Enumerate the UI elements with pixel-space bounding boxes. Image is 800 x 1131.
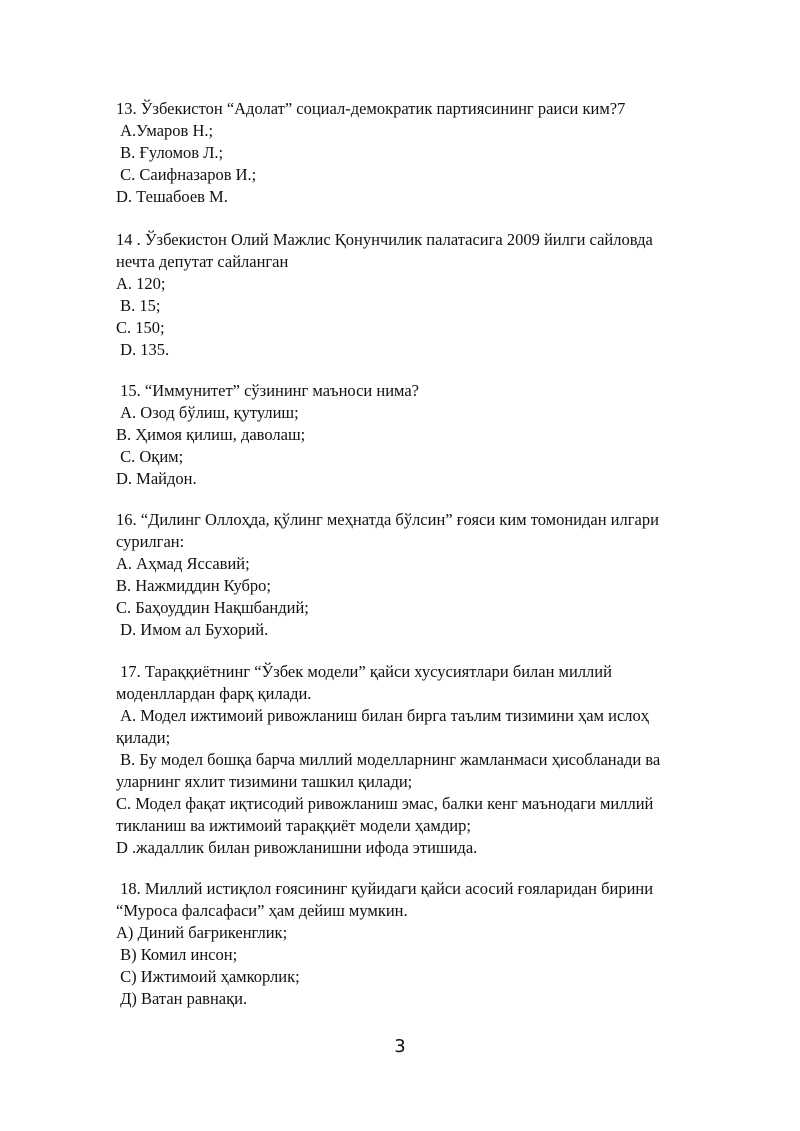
page-number: 3 [394,1036,406,1057]
question-line: “Муроса фалсафаси” ҳам дейиш мумкин. [116,901,408,920]
answer-option: D .жадаллик билан ривожланишни ифода этишида. [116,838,478,857]
answer-option: Д) Ватан равнақи. [116,989,248,1008]
question-18 [116,878,746,1010]
answer-option: C. Баҳоуддин Нақшбандий; [116,598,309,617]
question-14 [116,229,746,361]
answer-option: A. Озод бўлиш, қутулиш; [116,403,299,422]
answer-option: D. Имом ал Бухорий. [116,620,269,639]
answer-option: B. Ғуломов Л.; [116,143,224,162]
answer-option: D. Майдон. [116,469,197,488]
answer-option: тикланиш ва ижтимоий тараққиёт модели ҳамдир; [116,816,471,835]
question-17 [116,661,746,859]
answer-option: B) Комил инсон; [116,945,238,964]
answer-option: B. 15; [116,296,161,315]
answer-option: A) Диний бағрикенглик; [116,923,288,942]
question-line: 17. Тараққиётнинг “Ўзбек модели” қайси хусусиятлари билан миллий [116,662,612,681]
answer-option: D. 135. [116,340,170,359]
answer-option: C. Саифназаров И.; [116,165,257,184]
answer-option: A. Аҳмад Яссавий; [116,554,250,573]
answer-option: B. Бу модел бошқа барча миллий моделларнинг жамланмаси ҳисобланади ва [116,750,661,769]
answer-option: C) Ижтимоий ҳамкорлик; [116,967,300,986]
answer-option: C. Модел фақат иқтисодий ривожланиш эмас, балки кенг маънодаги миллий [116,794,654,813]
question-line: 15. “Иммунитет” сўзининг маъноси нима? [116,381,419,400]
question-line: сурилган: [116,532,185,551]
answer-option: уларнинг яхлит тизимини ташкил қилади; [116,772,413,791]
answer-option: қилади; [116,728,171,747]
question-13 [116,98,746,208]
question-line: 14 . Ўзбекистон Олий Мажлис Қонунчилик палатасига 2009 йилги сайловда [116,230,653,249]
answer-option: A.Умаров Н.; [116,121,214,140]
question-line: 18. Миллий истиқлол ғоясининг қуйидаги қайси асосий ғояларидан бирини [116,879,654,898]
question-line: 16. “Дилинг Оллоҳда, қўлинг меҳнатда бўлсин” ғояси ким томонидан илгари [116,510,659,529]
question-line: 13. Ўзбекистон “Адолат” социал-демократик партиясининг раиси ким?7 [116,99,626,118]
answer-option: C. 150; [116,318,165,337]
answer-option: B. Ҳимоя қилиш, даволаш; [116,425,306,444]
question-16 [116,509,746,641]
answer-option: A. Модел ижтимоий ривожланиш билан бирга таълим тизимини ҳам ислоҳ [116,706,649,725]
answer-option: D. Тешабоев М. [116,187,228,206]
question-line: нечта депутат сайланган [116,252,289,271]
question-15 [116,380,746,490]
question-line: моденллардан фарқ қилади. [116,684,312,703]
answer-option: A. 120; [116,274,166,293]
answer-option: B. Нажмиддин Кубро; [116,576,272,595]
answer-option: C. Оқим; [116,447,184,466]
